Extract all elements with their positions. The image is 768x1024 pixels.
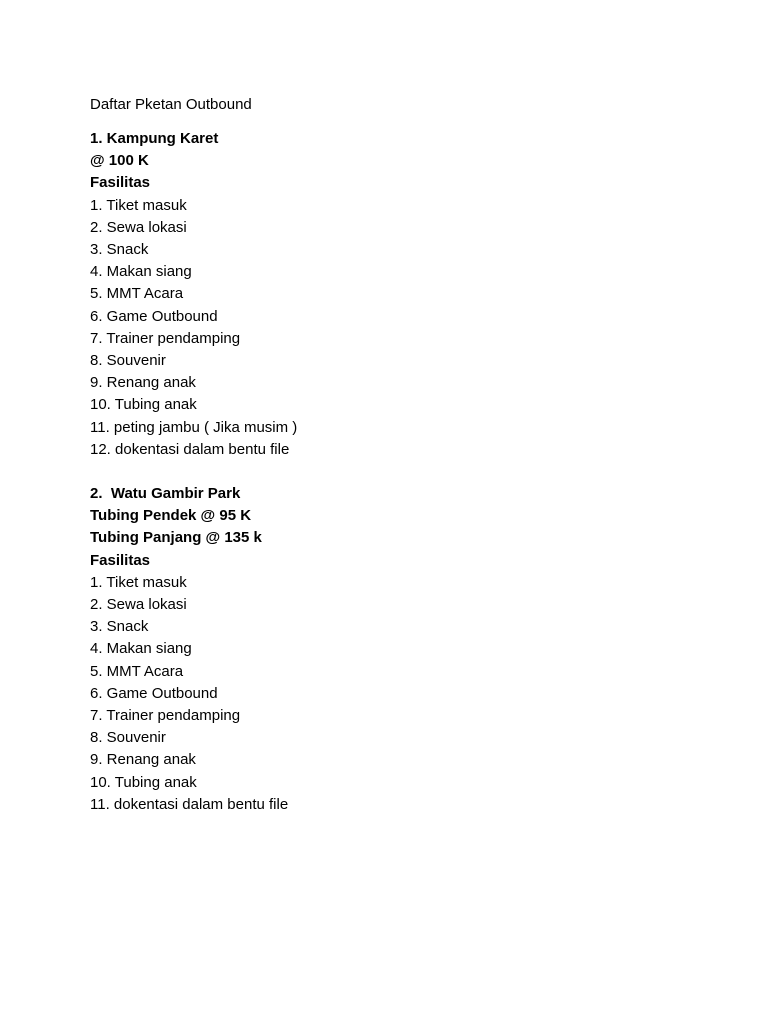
list-item: 1. Tiket masuk — [90, 196, 187, 214]
package-price: @ 100 K — [90, 152, 149, 170]
list-item: 3. Snack — [90, 241, 149, 259]
package-section-2 — [90, 483, 730, 816]
facilities-label: Fasilitas — [90, 174, 151, 192]
facilities-list — [90, 572, 730, 816]
list-item: 4. Makan siang — [90, 640, 192, 658]
list-item: 7. Trainer pendamping — [90, 329, 241, 347]
list-item: 5. MMT Acara — [90, 662, 184, 680]
list-item: 9. Renang anak — [90, 374, 196, 392]
list-item: 11. peting jambu ( Jika musim ) — [90, 418, 298, 436]
document-title: Daftar Pketan Outbound — [90, 96, 252, 113]
list-item: 4. Makan siang — [90, 263, 192, 281]
package-section-1 — [90, 128, 730, 461]
list-item: 6. Game Outbound — [90, 307, 218, 325]
package-heading: 2. Watu Gambir Park — [90, 485, 241, 503]
list-item: 7. Trainer pendamping — [90, 707, 241, 725]
list-item: 5. MMT Acara — [90, 285, 184, 303]
facilities-label: Fasilitas — [90, 551, 151, 569]
list-item: 8. Souvenir — [90, 352, 166, 370]
package-price: Tubing Panjang @ 135 k — [90, 529, 262, 547]
package-price: Tubing Pendek @ 95 K — [90, 507, 252, 525]
facilities-list — [90, 195, 730, 461]
list-item: 3. Snack — [90, 618, 149, 636]
list-item: 11. dokentasi dalam bentu file — [90, 795, 289, 813]
package-heading: 1. Kampung Karet — [90, 130, 219, 147]
list-item: 2. Sewa lokasi — [90, 218, 187, 236]
list-item: 10. Tubing anak — [90, 396, 197, 414]
list-item: 8. Souvenir — [90, 729, 166, 747]
list-item: 12. dokentasi dalam bentu file — [90, 440, 290, 458]
document-page — [90, 94, 730, 838]
list-item: 2. Sewa lokasi — [90, 596, 187, 614]
list-item: 9. Renang anak — [90, 751, 196, 769]
list-item: 1. Tiket masuk — [90, 573, 187, 591]
list-item: 10. Tubing anak — [90, 773, 197, 791]
list-item: 6. Game Outbound — [90, 684, 218, 702]
